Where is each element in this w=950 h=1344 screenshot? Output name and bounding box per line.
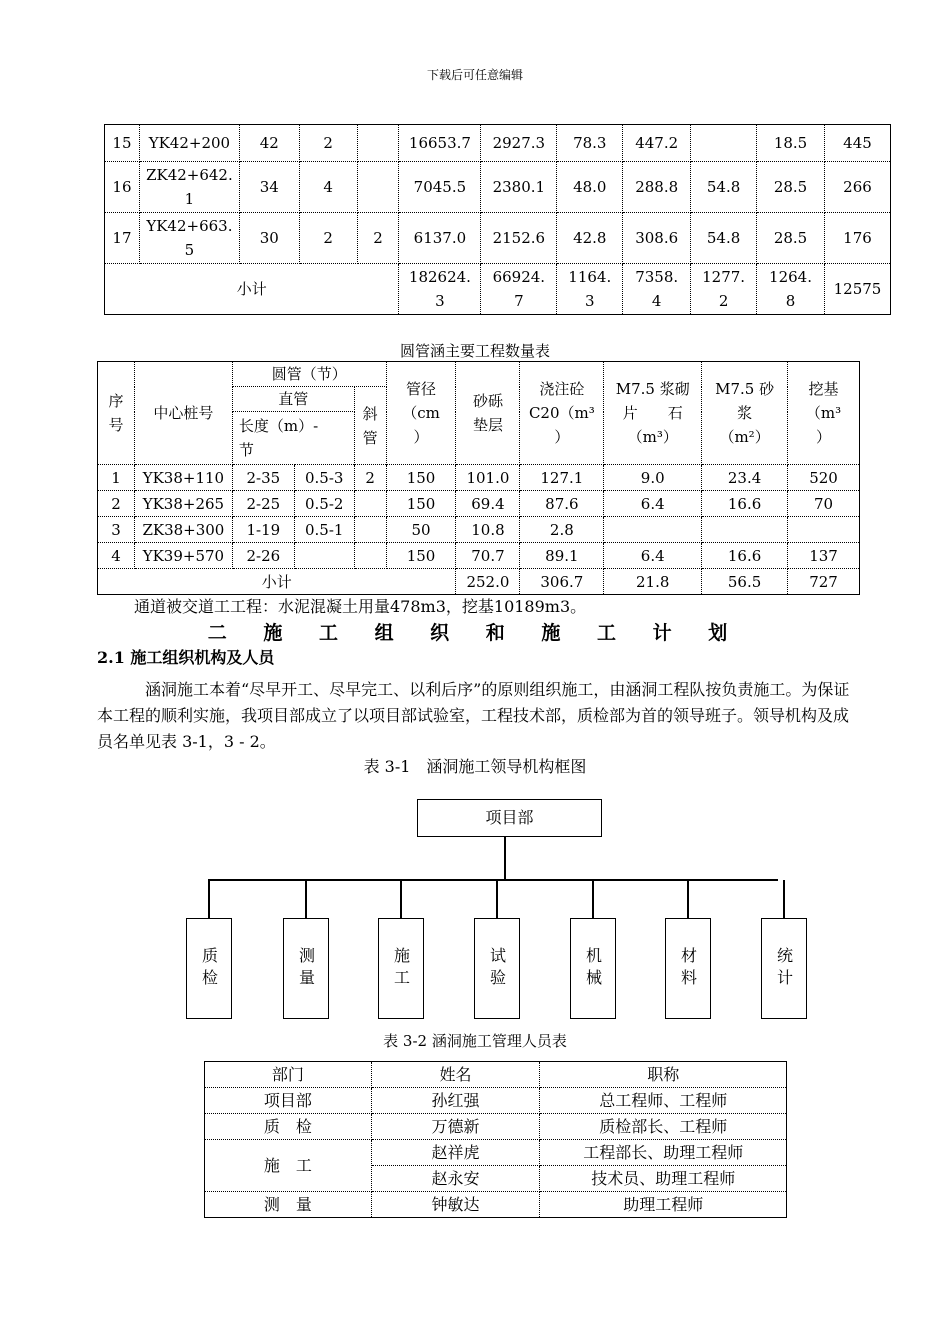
table-cell: 87.6 — [520, 491, 604, 517]
t3-dept: 项目部 — [205, 1088, 372, 1114]
table-cell: 266 — [824, 162, 890, 213]
header-length: 长度（m）- 节 — [232, 412, 354, 465]
header-pipe: 圆管（节） — [232, 362, 386, 387]
table-cell: 127.1 — [520, 465, 604, 491]
culvert-quantity-table-continued — [104, 124, 891, 315]
table-cell — [691, 125, 757, 162]
table-cell: 15 — [105, 125, 140, 162]
t3-header-title: 职称 — [540, 1062, 787, 1088]
org-child-label: 机械 — [583, 946, 603, 991]
table-cell: 23.4 — [702, 465, 788, 491]
subtotal-cell: 56.5 — [702, 569, 788, 595]
org-child-label: 试验 — [487, 946, 507, 991]
table-cell: YK38+110 — [134, 465, 232, 491]
header-concrete: 浇注砼 C20（m³ ） — [520, 362, 604, 465]
t3-name: 赵祥虎 — [371, 1140, 540, 1166]
table-cell: 1-19 — [232, 517, 294, 543]
table-cell — [294, 543, 354, 569]
t3-name: 钟敏达 — [371, 1192, 540, 1218]
table-cell: 30 — [239, 213, 299, 264]
table-cell: 28.5 — [757, 162, 825, 213]
table-cell: ZK42+642. 1 — [139, 162, 239, 213]
t3-title: 质检部长、工程师 — [540, 1114, 787, 1140]
subtotal-cell: 12575 — [824, 264, 890, 315]
t3-header-name: 姓名 — [371, 1062, 540, 1088]
table-cell: 2-35 — [232, 465, 294, 491]
table-cell: 447.2 — [623, 125, 691, 162]
org-child-connector — [305, 880, 307, 918]
table-cell — [357, 162, 399, 213]
t3-title: 助理工程师 — [540, 1192, 787, 1218]
org-child-box — [570, 918, 616, 1019]
table-cell: 3 — [98, 517, 135, 543]
org-child-box — [761, 918, 807, 1019]
table-cell: 10.8 — [456, 517, 520, 543]
subtotal-cell: 7358. 4 — [623, 264, 691, 315]
header-seq: 序 号 — [98, 362, 135, 465]
table-cell: 2 — [357, 213, 399, 264]
t3-dept: 测 量 — [205, 1192, 372, 1218]
table-cell: 288.8 — [623, 162, 691, 213]
header-straight: 直管 — [232, 387, 354, 412]
table-cell: 176 — [824, 213, 890, 264]
table-cell: 34 — [239, 162, 299, 213]
table-cell: 6.4 — [604, 543, 702, 569]
table-cell: 78.3 — [557, 125, 623, 162]
org-child-connector — [687, 880, 689, 918]
org-chart-caption: 表 3-1 涵洞施工领导机构框图 — [363, 757, 587, 776]
t3-dept: 质 检 — [205, 1114, 372, 1140]
subtotal-row — [105, 264, 891, 315]
org-child-connector — [783, 880, 785, 918]
table-cell: 9.0 — [604, 465, 702, 491]
org-child-label: 材料 — [678, 946, 698, 991]
table-row — [105, 213, 891, 264]
table2-body — [98, 465, 860, 595]
table-row — [105, 162, 891, 213]
table-cell: 150 — [386, 543, 456, 569]
subtotal-cell: 21.8 — [604, 569, 702, 595]
table-cell: 2.8 — [520, 517, 604, 543]
table-cell: 18.5 — [757, 125, 825, 162]
t3-title: 技术员、助理工程师 — [540, 1166, 787, 1192]
table-cell: 42 — [239, 125, 299, 162]
org-child-connector — [592, 880, 594, 918]
table-cell: 54.8 — [691, 162, 757, 213]
header-masonry: M7.5 浆砌 片 石 （m³） — [604, 362, 702, 465]
table-cell: 69.4 — [456, 491, 520, 517]
table2-caption: 圆管涵主要工程数量表 — [399, 342, 550, 360]
table-cell: 0.5-3 — [294, 465, 354, 491]
table-cell: 7045.5 — [399, 162, 481, 213]
table-cell: YK42+663. 5 — [139, 213, 239, 264]
table-row — [98, 543, 860, 569]
subtotal-cell: 306.7 — [520, 569, 604, 595]
org-child-label: 测量 — [296, 946, 316, 991]
table-cell: 2380.1 — [481, 162, 557, 213]
table-cell — [604, 517, 702, 543]
table-cell: 1 — [98, 465, 135, 491]
table-cell: 6137.0 — [399, 213, 481, 264]
t3-name: 赵永安 — [371, 1166, 540, 1192]
table-cell: 16.6 — [702, 543, 788, 569]
org-child-label: 质检 — [199, 946, 219, 991]
page-header: 下载后可任意编辑 — [426, 68, 523, 82]
subtotal-cell: 66924. 7 — [481, 264, 557, 315]
subtotal-cell: 182624. 3 — [399, 264, 481, 315]
subtotal-cell: 252.0 — [456, 569, 520, 595]
subtotal-label: 小计 — [105, 264, 399, 315]
t3-dept: 施 工 — [205, 1140, 372, 1192]
org-child-box — [283, 918, 329, 1019]
table-cell: 4 — [98, 543, 135, 569]
table-cell: 2152.6 — [481, 213, 557, 264]
subtotal-row — [98, 569, 860, 595]
table-cell: 2 — [299, 213, 357, 264]
table-cell — [354, 543, 386, 569]
section-title: 二 施 工 组 织 和 施 工 计 划 — [207, 622, 743, 644]
table-cell: 70.7 — [456, 543, 520, 569]
table-cell: 48.0 — [557, 162, 623, 213]
table-cell: 2 — [98, 491, 135, 517]
table-cell: 2-26 — [232, 543, 294, 569]
t3-header-dept: 部门 — [205, 1062, 372, 1088]
table-cell: 70 — [788, 491, 860, 517]
table-cell — [788, 517, 860, 543]
table-cell — [354, 491, 386, 517]
table-cell: 16653.7 — [399, 125, 481, 162]
org-child-box — [474, 918, 520, 1019]
table-cell: 150 — [386, 491, 456, 517]
table-cell: 42.8 — [557, 213, 623, 264]
table-row — [98, 465, 860, 491]
org-child-label: 统计 — [774, 946, 794, 991]
table-cell: 0.5-2 — [294, 491, 354, 517]
table-cell: YK38+265 — [134, 491, 232, 517]
subtotal-cell: 1277. 2 — [691, 264, 757, 315]
table-cell — [702, 517, 788, 543]
management-staff-table — [204, 1061, 787, 1218]
table-cell: 28.5 — [757, 213, 825, 264]
t3-title: 工程部长、助理工程师 — [540, 1140, 787, 1166]
subtotal-cell: 1264. 8 — [757, 264, 825, 315]
table-cell: 16.6 — [702, 491, 788, 517]
table-cell: YK39+570 — [134, 543, 232, 569]
t3-name: 孙红强 — [371, 1088, 540, 1114]
subsection-title: 2.1 施工组织机构及人员 — [97, 648, 275, 667]
header-gravel: 砂砾 垫层 — [456, 362, 520, 465]
org-child-box — [665, 918, 711, 1019]
table-cell: 6.4 — [604, 491, 702, 517]
t3-title: 总工程师、工程师 — [540, 1088, 787, 1114]
table-row — [105, 125, 891, 162]
header-center: 中心桩号 — [134, 362, 232, 465]
org-child-box — [186, 918, 232, 1019]
table-cell: 2 — [299, 125, 357, 162]
t3-name: 万德新 — [371, 1114, 540, 1140]
org-child-label: 施工 — [391, 946, 411, 991]
table-cell — [354, 517, 386, 543]
header-oblique: 斜 管 — [354, 387, 386, 465]
table-cell: ZK38+300 — [134, 517, 232, 543]
note-text: 通道被交道工工程：水泥混凝土用量478m3，挖基10189m3。 — [134, 597, 587, 616]
org-root-label: 项目部 — [485, 808, 534, 827]
table-row — [98, 517, 860, 543]
org-child-connector — [208, 880, 210, 918]
org-horizontal-bus — [208, 879, 778, 881]
header-excavation: 挖基 （m³ ） — [788, 362, 860, 465]
org-child-box — [378, 918, 424, 1019]
subtotal-cell: 727 — [788, 569, 860, 595]
table-cell: 308.6 — [623, 213, 691, 264]
header-mortar: M7.5 砂 浆 （m²） — [702, 362, 788, 465]
table-cell: 89.1 — [520, 543, 604, 569]
table-cell: 520 — [788, 465, 860, 491]
table-cell: 137 — [788, 543, 860, 569]
round-pipe-culvert-table — [97, 361, 860, 595]
table-cell: 2-25 — [232, 491, 294, 517]
table3-caption: 表 3-2 涵洞施工管理人员表 — [383, 1032, 567, 1050]
table-cell — [357, 125, 399, 162]
table-cell: 50 — [386, 517, 456, 543]
table-cell: 2927.3 — [481, 125, 557, 162]
subtotal-label: 小计 — [98, 569, 456, 595]
header-diameter: 管径 （cm ） — [386, 362, 456, 465]
table-cell: 17 — [105, 213, 140, 264]
table-cell: 101.0 — [456, 465, 520, 491]
table-cell: 2 — [354, 465, 386, 491]
org-child-connector — [496, 880, 498, 918]
table-cell: 150 — [386, 465, 456, 491]
org-root-connector — [504, 836, 506, 880]
table-cell: 54.8 — [691, 213, 757, 264]
table-cell: 16 — [105, 162, 140, 213]
table-cell: 445 — [824, 125, 890, 162]
table-cell: YK42+200 — [139, 125, 239, 162]
org-child-connector — [400, 880, 402, 918]
table1-body — [105, 125, 891, 315]
org-root-box — [417, 799, 602, 837]
table-cell: 4 — [299, 162, 357, 213]
table-row — [98, 491, 860, 517]
subtotal-cell: 1164. 3 — [557, 264, 623, 315]
body-paragraph: 涵洞施工本着“尽早开工、尽早完工、以利后序”的原则组织施工，由涵洞工程队按负责施工。为保证本工程的顺利实施，我项目部成立了以项目部试验室，工程技术部，质检部为首的领导班子。领导机构及成员名单见表 3-1，3 - 2。 — [97, 680, 850, 751]
table-cell: 0.5-1 — [294, 517, 354, 543]
